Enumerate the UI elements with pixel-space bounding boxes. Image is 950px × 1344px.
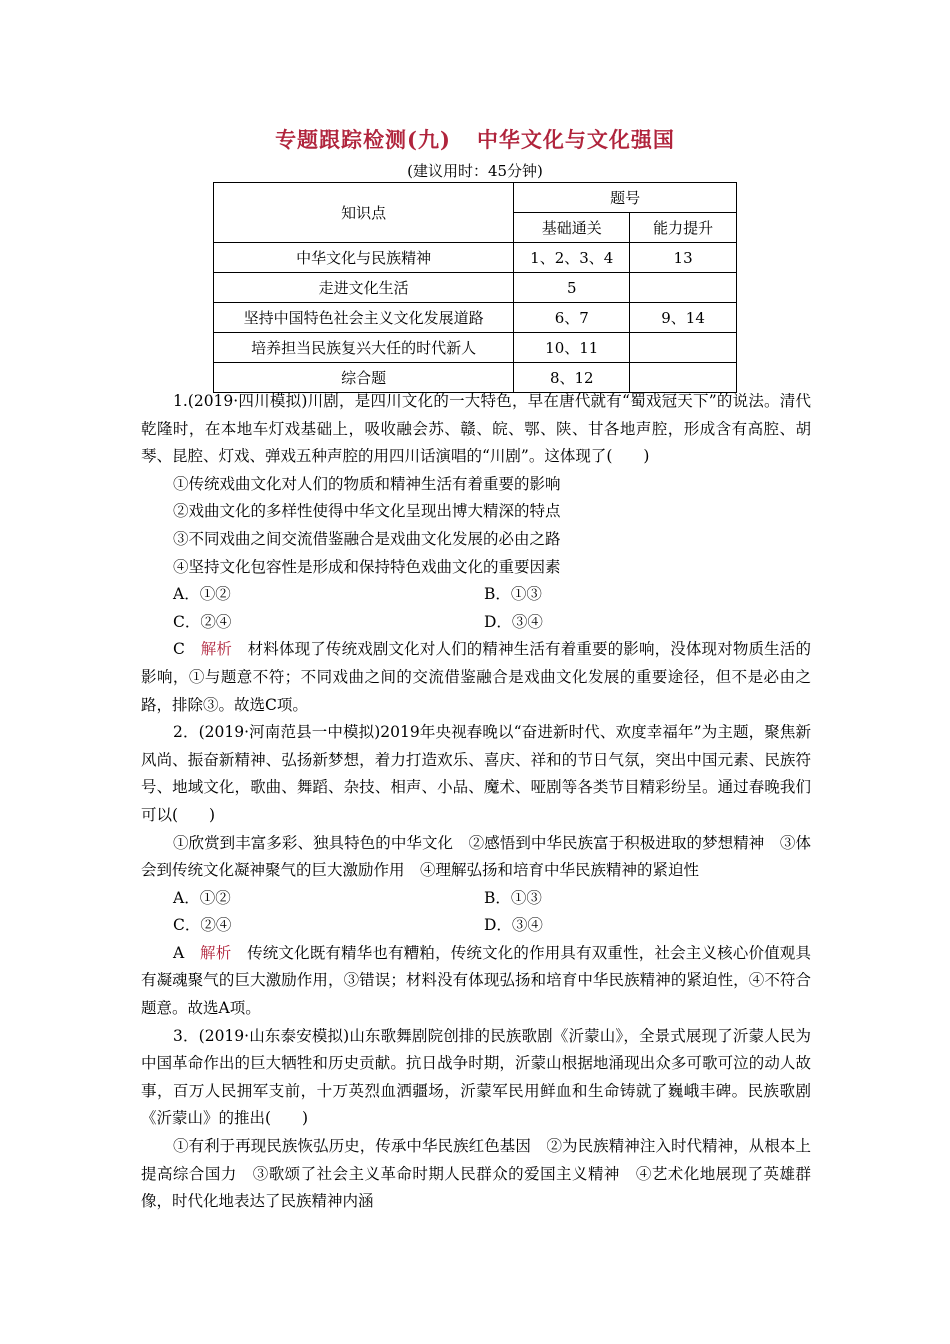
suggested-time: (建议用时：45分钟) xyxy=(407,162,543,180)
table-row xyxy=(214,303,737,333)
table-row xyxy=(214,333,737,363)
analysis xyxy=(141,940,811,1023)
topic-cell: 走进文化生活 xyxy=(214,273,514,303)
question-stem: 2．(2019·河南范县一中模拟)2019年央视春晚以“奋进新时代、欢度幸福年”为主题，聚焦新风尚、振奋新精神、弘扬新梦想，着力打造欢乐、喜庆、祥和的节日气氛，突出中国元素、民族符号、地域文化，歌曲、舞蹈、杂技、相声、小品、魔术、哑剧等各类节目精彩纷呈。通过春晚我们可以( ) xyxy=(141,723,811,824)
answer-letter: C xyxy=(173,640,185,659)
answer-options xyxy=(141,885,811,913)
analysis xyxy=(141,636,811,719)
question-stem: 3．(2019·山东泰安模拟)山东歌舞剧院创排的民族歌剧《沂蒙山》，全景式展现了沂蒙人民为中国革命作出的巨大牺牲和历史贡献。抗日战争时期，沂蒙山根据地涌现出众多可歌可泣的动人故事，百万人民拥军支前，十万英烈血洒疆场，沂蒙军民用鲜血和生命铸就了巍峨丰碑。民族歌剧《沂蒙山》的推出( ) xyxy=(141,1026,811,1128)
answer-options xyxy=(141,912,811,940)
header-basic: 基础通关 xyxy=(514,213,630,243)
analysis-label: 解析 xyxy=(200,640,232,659)
page-title xyxy=(0,124,950,154)
option-c: C．②④ xyxy=(173,612,232,631)
question-stem: 1.(2019·四川模拟)川剧，是四川文化的一大特色，早在唐代就有“蜀戏冠天下”的说法。清代乾隆时，在本地车灯戏基础上，吸收融会苏、赣、皖、鄂、陕、甘各地声腔，形成含有高腔、胡琴、昆腔、灯戏、弹戏五种声腔的用四川话演唱的“川剧”。这体现了( ) xyxy=(141,392,811,466)
statements: ①有利于再现民族恢弘历史，传承中华民族红色基因 ②为民族精神注入时代精神，从根本上提高综合国力 ③歌颂了社会主义革命时期人民群众的爱国主义精神 ④艺术化地展现了英雄群像，时代化地表达了民族精神内涵 xyxy=(141,1137,811,1211)
header-advanced: 能力提升 xyxy=(630,213,737,243)
table-row xyxy=(214,243,737,273)
option-c: C．②④ xyxy=(173,916,232,935)
option-a: A．①② xyxy=(173,888,231,907)
knowledge-table xyxy=(213,182,737,393)
statement: ②戏曲文化的多样性使得中华文化呈现出博大精深的特点 xyxy=(173,502,561,521)
title-main: 专题跟踪检测(九) xyxy=(275,127,451,152)
statement: ①传统戏曲文化对人们的物质和精神生活有着重要的影响 xyxy=(173,474,561,493)
basic-cell: 5 xyxy=(514,273,630,303)
title-sub: 中华文化与文化强国 xyxy=(476,127,675,152)
option-b: B．①③ xyxy=(484,888,542,907)
analysis-text: 传统文化既有精华也有糟粕，传统文化的作用具有双重性，社会主义核心价值观具有凝魂聚气的巨大激励作用，③错误；材料没有体现弘扬和培育中华民族精神的紧迫性，④不符合题意。故选A项。 xyxy=(141,943,811,1018)
advanced-cell: 13 xyxy=(630,243,737,273)
statement: ③不同戏曲之间交流借鉴融合是戏曲文化发展的必由之路 xyxy=(173,529,561,548)
advanced-cell xyxy=(630,273,737,303)
option-a: A．①② xyxy=(173,585,231,604)
answer-letter: A xyxy=(173,943,185,962)
basic-cell: 8、12 xyxy=(514,363,630,393)
analysis-label: 解析 xyxy=(200,943,232,962)
option-d: D．③④ xyxy=(484,916,543,935)
basic-cell: 10、11 xyxy=(514,333,630,363)
statement: ④坚持文化包容性是形成和保持特色戏曲文化的重要因素 xyxy=(173,557,561,576)
answer-options xyxy=(141,581,811,609)
topic-cell: 培养担当民族复兴大任的时代新人 xyxy=(214,333,514,363)
basic-cell: 6、7 xyxy=(514,303,630,333)
statements: ①欣赏到丰富多彩、独具特色的中华文化 ②感悟到中华民族富于积极进取的梦想精神 ③体会到传统文化凝神聚气的巨大激励作用 ④理解弘扬和培育中华民族精神的紧迫性 xyxy=(141,833,811,880)
option-b: B．①③ xyxy=(484,585,542,604)
advanced-cell: 9、14 xyxy=(630,303,737,333)
header-knowledge: 知识点 xyxy=(214,183,514,243)
basic-cell: 1、2、3、4 xyxy=(514,243,630,273)
question-body xyxy=(141,388,811,1216)
topic-cell: 中华文化与民族精神 xyxy=(214,243,514,273)
answer-options xyxy=(141,609,811,637)
header-question: 题号 xyxy=(514,183,737,213)
analysis-text: 材料体现了传统戏剧文化对人们的精神生活有着重要的影响，没体现对物质生活的影响，①与题意不符；不同戏曲之间的交流借鉴融合是戏曲文化发展的重要途径，但不是必由之路，排除③。故选C项。 xyxy=(141,640,811,714)
topic-cell: 坚持中国特色社会主义文化发展道路 xyxy=(214,303,514,333)
option-d: D．③④ xyxy=(484,612,543,631)
advanced-cell xyxy=(630,333,737,363)
topic-cell: 综合题 xyxy=(214,363,514,393)
table-row xyxy=(214,273,737,303)
